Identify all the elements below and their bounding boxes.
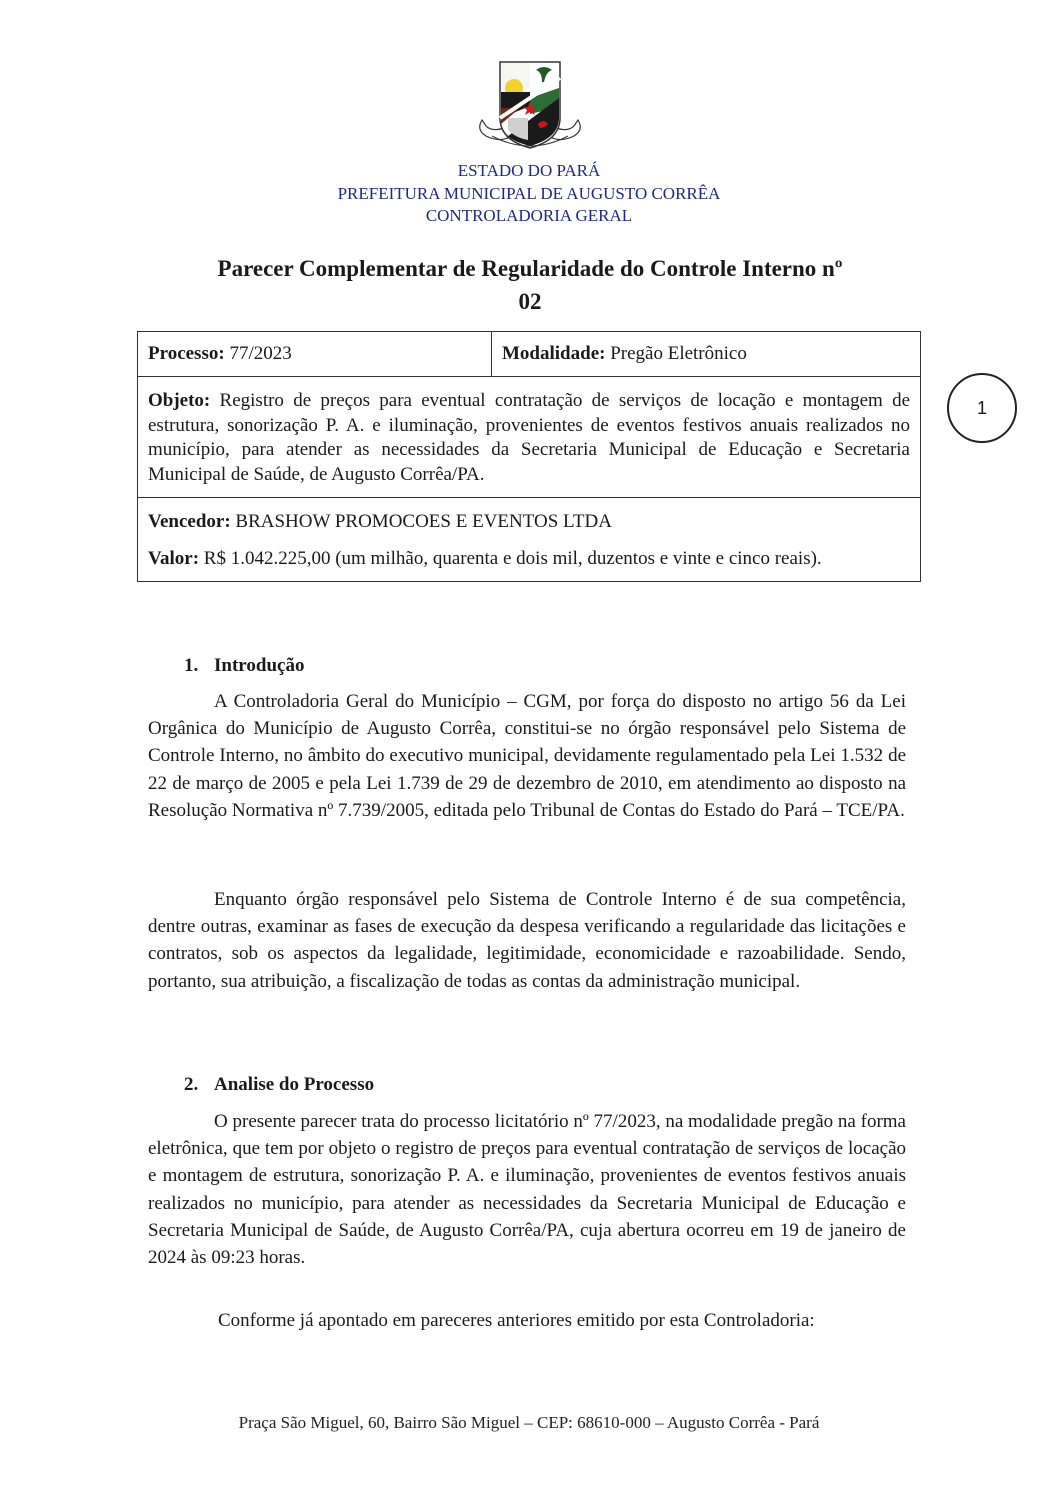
- section-title: Analise do Processo: [214, 1074, 375, 1095]
- paragraph: A Controladoria Geral do Município – CGM, por força do disposto no artigo 56 da Lei Orgânica do Município de Augusto Corrêa, constitui-se no órgão responsável pelo Sistema de Controle Interno, no âmbito do executivo municipal, devidamente regulamentado pela Lei 1.532 de 22 de março de 2005 e pela Lei 1.739 de 29 de dezembro de 2010, em atendimento ao disposto na Resolução Normativa nº 7.739/2005, editada pelo Tribunal de Contas do Estado do Pará – TCE/PA.: [148, 691, 906, 821]
- document-title-line1: Parecer Complementar de Regularidade do Controle Interno nº: [217, 256, 843, 281]
- document-title-line2: 02: [518, 289, 542, 314]
- paragraph: Enquanto órgão responsável pelo Sistema de Controle Interno é de sua competência, dentre outras, examinar as fases de execução da despesa verificando a regularidade das licitações e contratos, sob os aspectos da legalidade, legitimidade, economicidade e razoabilidade. Sendo, portanto, sua atribuição, a fiscalização de todas as contas da administração municipal.: [148, 889, 906, 992]
- vencedor-line: [148, 510, 910, 535]
- organization-header: [0, 160, 1058, 228]
- processo-value: 77/2023: [229, 342, 292, 364]
- objeto-value: Registro de preços para eventual contratação de serviços de locação e montagem de estrutura, sonorização P. A. e iluminação, provenientes de eventos festivos anuais realizados no município, para atender as necessidades da Secretaria Municipal de Educação e Secretaria Municipal de Saúde, de Augusto Corrêa/PA.: [148, 390, 911, 485]
- valor-line: [148, 547, 910, 572]
- municipal-coat-of-arms-icon: [478, 58, 582, 154]
- section-title: Introdução: [214, 655, 305, 676]
- processo-cell: [138, 332, 492, 377]
- page-footer-address: Praça São Miguel, 60, Bairro São Miguel – CEP: 68610-000 – Augusto Corrêa - Pará: [238, 1413, 820, 1432]
- valor-value: R$ 1.042.225,00 (um milhão, quarenta e dois mil, duzentos e vinte e cinco reais).: [203, 547, 822, 569]
- process-info-table: [137, 331, 921, 582]
- section-heading-introducao: [184, 654, 304, 678]
- section-number: 1.: [184, 655, 199, 676]
- modalidade-label: Modalidade:: [502, 342, 606, 364]
- modalidade-value: Pregão Eletrônico: [610, 342, 747, 364]
- page-number-badge: [947, 373, 1017, 443]
- objeto-label: Objeto:: [148, 390, 211, 411]
- section-number: 2.: [184, 1074, 199, 1095]
- paragraph: Conforme já apontado em pareceres anteriores emitido por esta Controladoria:: [218, 1310, 815, 1331]
- header-state: ESTADO DO PARÁ: [457, 161, 601, 180]
- vencedor-label: Vencedor:: [148, 511, 231, 532]
- valor-label: Valor:: [148, 547, 200, 569]
- vencedor-value: BRASHOW PROMOCOES E EVENTOS LTDA: [235, 511, 612, 532]
- modalidade-cell: [492, 332, 921, 377]
- document-title: [140, 252, 920, 318]
- objeto-cell: [138, 377, 921, 498]
- page-number: 1: [976, 397, 987, 418]
- vencedor-valor-cell: [138, 498, 921, 582]
- processo-label: Processo:: [148, 342, 225, 364]
- section-heading-analise: [184, 1073, 374, 1097]
- header-controladoria: CONTROLADORIA GERAL: [425, 206, 633, 225]
- paragraph: O presente parecer trata do processo licitatório nº 77/2023, na modalidade pregão na forma eletrônica, que tem por objeto o registro de preços para eventual contratação de serviços de locação e montagem de estrutura, sonorização P. A. e iluminação, provenientes de eventos festivos anuais realizados no município, para atender as necessidades da Secretaria Municipal de Educação e Secretaria Municipal de Saúde, de Augusto Corrêa/PA, cuja abertura ocorreu em 19 de janeiro de 2024 às 09:23 horas.: [148, 1111, 906, 1269]
- header-prefeitura: PREFEITURA MUNICIPAL DE AUGUSTO CORRÊA: [337, 183, 721, 203]
